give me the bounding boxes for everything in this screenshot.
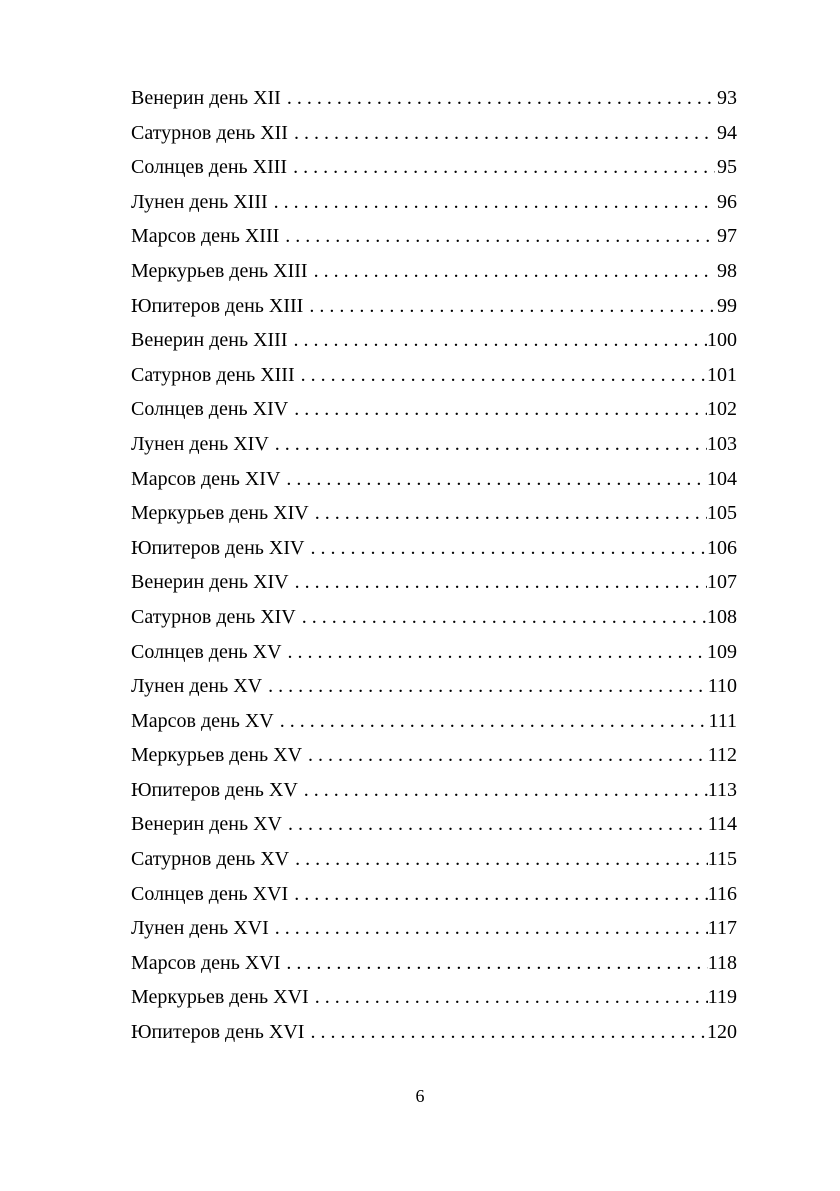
dot-leader — [302, 738, 708, 773]
dot-leader — [295, 358, 707, 393]
dot-leader — [288, 392, 707, 427]
dot-leader — [303, 289, 715, 324]
dot-leader — [289, 842, 708, 877]
toc-entry[interactable] — [131, 531, 737, 566]
dot-leader — [279, 219, 715, 254]
dot-leader — [287, 150, 715, 185]
dot-leader — [282, 635, 707, 670]
dot-leader — [281, 81, 715, 116]
toc-entry[interactable] — [131, 704, 737, 739]
toc-entry-title: Марсов день XV — [131, 709, 274, 732]
dot-leader — [308, 254, 715, 289]
toc-entry[interactable] — [131, 81, 737, 116]
dot-leader — [269, 911, 708, 946]
toc-entry[interactable] — [131, 565, 737, 600]
toc-entry-title: Меркурьев день XIV — [131, 502, 309, 525]
toc-entry-page: 112 — [707, 744, 737, 767]
toc-entry-page: 118 — [707, 951, 737, 974]
toc-entry-title: Венерин день XII — [131, 87, 281, 109]
toc-entry-title: Солнцев день XIV — [131, 398, 289, 421]
toc-entry-page: 109 — [707, 640, 737, 663]
dot-leader — [282, 807, 708, 842]
toc-entry[interactable] — [131, 980, 737, 1015]
toc-entry-page: 115 — [707, 848, 737, 871]
dot-leader — [288, 323, 707, 358]
toc-entry-title: Лунен день XIII — [131, 190, 268, 213]
table-of-contents — [131, 81, 737, 1050]
dot-leader — [269, 427, 707, 462]
toc-entry[interactable] — [131, 323, 737, 358]
toc-entry[interactable] — [131, 496, 737, 531]
dot-leader — [304, 531, 707, 566]
toc-entry-title: Солнцев день XV — [131, 640, 282, 663]
toc-entry[interactable] — [131, 219, 737, 254]
toc-entry-title: Марсов день XVI — [131, 951, 281, 974]
dot-leader — [296, 600, 707, 635]
toc-entry-title: Марсов день XIII — [131, 225, 280, 248]
toc-entry[interactable] — [131, 738, 737, 773]
toc-entry-title: Меркурьев день XIII — [131, 259, 308, 282]
toc-entry-page: 104 — [707, 467, 737, 490]
dot-leader — [309, 980, 708, 1015]
toc-entry-title: Меркурьев день XVI — [131, 986, 309, 1009]
toc-entry-title: Меркурьев день XV — [131, 744, 303, 767]
toc-entry[interactable] — [131, 289, 737, 324]
toc-entry-page: 94 — [717, 121, 737, 144]
toc-entry[interactable] — [131, 1015, 737, 1050]
toc-entry-title: Лунен день XIV — [131, 432, 269, 455]
toc-entry[interactable] — [131, 669, 737, 704]
dot-leader — [304, 1015, 707, 1050]
toc-entry-page: 113 — [707, 778, 737, 801]
dot-leader — [288, 877, 708, 912]
dot-leader — [298, 773, 708, 808]
toc-entry-page: 117 — [707, 917, 737, 940]
toc-entry-title: Юпитеров день XIII — [131, 294, 304, 317]
dot-leader — [268, 185, 715, 220]
toc-entry-page: 95 — [717, 156, 737, 179]
toc-entry[interactable] — [131, 185, 737, 220]
toc-entry[interactable] — [131, 116, 737, 151]
toc-entry-title: Сатурнов день XII — [131, 121, 288, 144]
toc-entry-page: 98 — [717, 259, 737, 282]
toc-entry[interactable] — [131, 254, 737, 289]
dot-leader — [280, 946, 707, 981]
dot-leader — [309, 496, 707, 531]
toc-entry-title: Марсов день XIV — [131, 467, 281, 490]
dot-leader — [280, 462, 707, 497]
toc-entry-page: 110 — [707, 675, 737, 698]
toc-entry-title: Лунен день XV — [131, 675, 263, 698]
dot-leader — [288, 116, 715, 151]
toc-entry-title: Сатурнов день XIV — [131, 605, 296, 628]
toc-entry-page: 93 — [717, 87, 737, 109]
toc-entry[interactable] — [131, 807, 737, 842]
toc-entry-page: 102 — [707, 398, 737, 421]
dot-leader — [274, 704, 709, 739]
toc-entry-page: 119 — [707, 986, 737, 1009]
toc-entry[interactable] — [131, 462, 737, 497]
toc-entry[interactable] — [131, 911, 737, 946]
toc-entry[interactable] — [131, 842, 737, 877]
toc-entry[interactable] — [131, 392, 737, 427]
toc-entry-page: 103 — [707, 432, 737, 455]
toc-entry[interactable] — [131, 358, 737, 393]
toc-entry[interactable] — [131, 635, 737, 670]
toc-entry-title: Лунен день XVI — [131, 917, 269, 940]
toc-entry-page: 120 — [707, 1021, 737, 1044]
toc-entry[interactable] — [131, 946, 737, 981]
dot-leader — [262, 669, 708, 704]
toc-entry-page: 114 — [707, 813, 737, 836]
toc-entry-page: 105 — [707, 502, 737, 525]
toc-entry-page: 116 — [707, 882, 737, 905]
toc-entry-title: Юпитеров день XIV — [131, 536, 305, 559]
toc-entry[interactable] — [131, 150, 737, 185]
toc-entry-page: 108 — [707, 605, 737, 628]
toc-entry-page: 97 — [717, 225, 737, 248]
toc-entry-title: Венерин день XV — [131, 813, 282, 836]
dot-leader — [289, 565, 707, 600]
toc-entry-title: Сатурнов день XIII — [131, 363, 295, 386]
toc-entry-page: 111 — [708, 709, 737, 732]
toc-entry-page: 107 — [707, 571, 737, 594]
toc-entry[interactable] — [131, 427, 737, 462]
toc-entry-title: Юпитеров день XV — [131, 778, 298, 801]
toc-entry-page: 101 — [707, 363, 737, 386]
toc-entry-title: Венерин день XIV — [131, 571, 289, 594]
toc-entry-title: Сатурнов день XV — [131, 848, 290, 871]
toc-entry-title: Солнцев день XVI — [131, 882, 289, 905]
toc-entry-title: Венерин день XIII — [131, 329, 288, 352]
page-number: 6 — [415, 1086, 425, 1106]
toc-entry-page: 100 — [707, 329, 737, 352]
toc-entry-page: 96 — [717, 190, 737, 213]
toc-entry-title: Юпитеров день XVI — [131, 1021, 305, 1044]
toc-entry-page: 106 — [707, 536, 737, 559]
toc-entry[interactable] — [131, 600, 737, 635]
toc-entry[interactable] — [131, 773, 737, 808]
toc-entry-title: Солнцев день XIII — [131, 156, 288, 179]
toc-entry[interactable] — [131, 877, 737, 912]
toc-entry-page: 99 — [717, 294, 737, 317]
